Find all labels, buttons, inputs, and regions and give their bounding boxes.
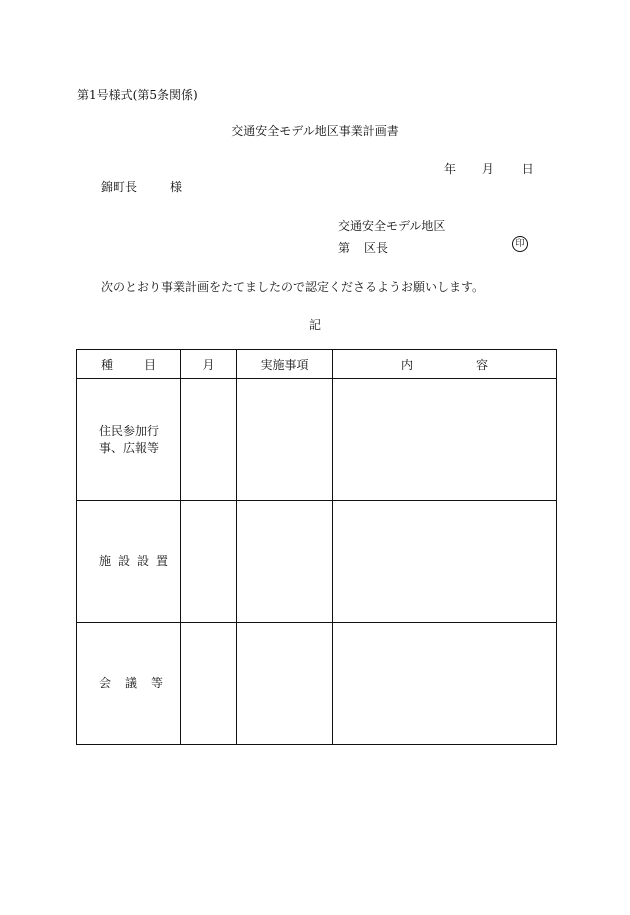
addressee-honorific: 様 (170, 180, 183, 194)
table-row (77, 379, 557, 501)
document-title: 交通安全モデル地区事業計画書 (231, 124, 399, 138)
row-items[interactable] (237, 379, 333, 501)
row-month[interactable] (181, 501, 237, 623)
header-month: 月 (181, 350, 237, 379)
seal-mark: 印 (512, 236, 528, 252)
form-number: 第1号様式(第5条関係) (77, 88, 198, 102)
row-items[interactable] (237, 501, 333, 623)
row-month[interactable] (181, 623, 237, 745)
table-header-row (77, 350, 557, 379)
header-content: 内 容 (333, 350, 557, 379)
chief-suffix: 区長 (364, 241, 389, 255)
body-text: 次のとおり事業計画をたてましたので認定くださるようお願いします。 (101, 280, 485, 294)
plan-table (76, 349, 557, 745)
addressee (101, 178, 182, 195)
header-items: 実施事項 (237, 350, 333, 379)
table-row (77, 501, 557, 623)
row-content[interactable] (333, 501, 557, 623)
addressee-name: 錦町長 (101, 180, 138, 194)
date-year: 年 (444, 162, 457, 176)
row-category: 会 議 等 (77, 623, 181, 745)
chief-prefix: 第 (338, 241, 351, 255)
applicant-chief (338, 239, 388, 256)
table-row (77, 623, 557, 745)
row-content[interactable] (333, 379, 557, 501)
date-line (444, 160, 534, 177)
applicant-district: 交通安全モデル地区 (338, 219, 446, 233)
row-items[interactable] (237, 623, 333, 745)
row-content[interactable] (333, 623, 557, 745)
date-day: 日 (521, 162, 534, 176)
row-month[interactable] (181, 379, 237, 501)
row-category: 施 設 設 置 (77, 501, 181, 623)
row-category: 住民参加行 事、広報等 (77, 379, 181, 501)
header-category: 種 目 (77, 350, 181, 379)
note-mark: 記 (308, 318, 321, 332)
date-month: 月 (481, 162, 494, 176)
